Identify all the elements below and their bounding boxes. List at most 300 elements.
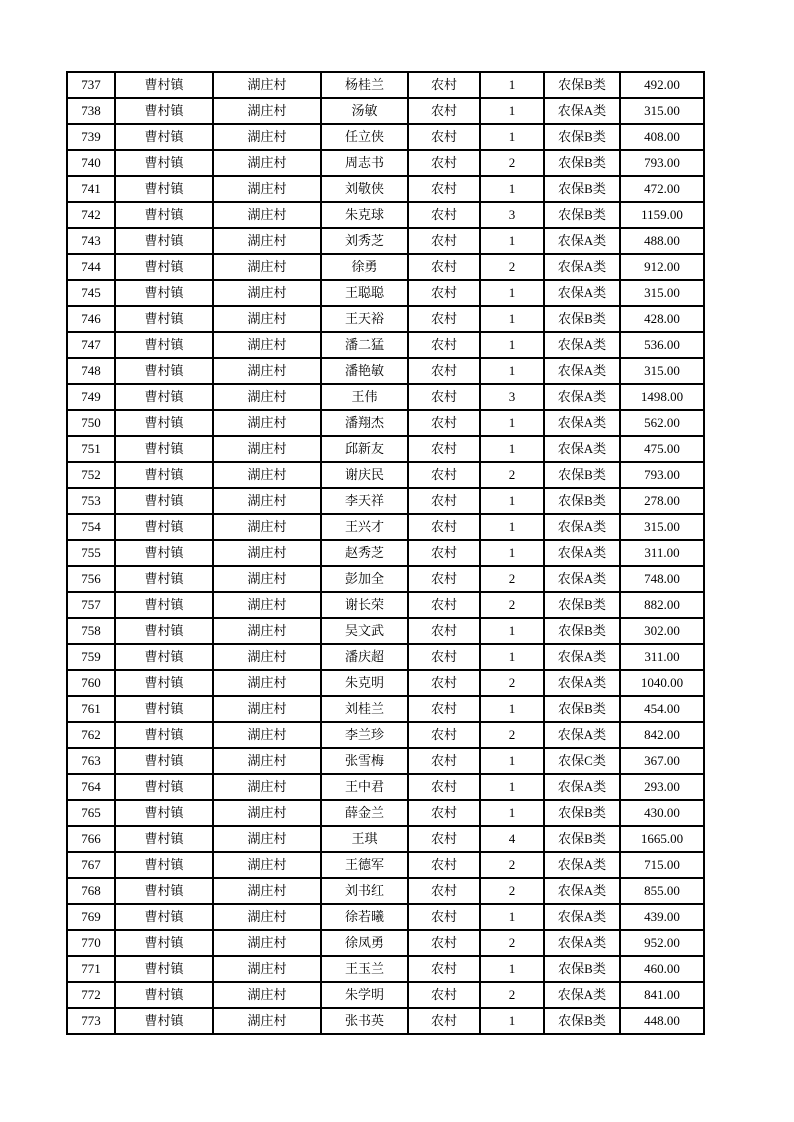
cell-town: 曹村镇 bbox=[115, 566, 213, 592]
cell-person-name: 邱新友 bbox=[321, 436, 408, 462]
table-row bbox=[67, 800, 704, 826]
cell-insurance-class: 农保B类 bbox=[544, 696, 620, 722]
cell-residence-type: 农村 bbox=[408, 384, 480, 410]
cell-insurance-class: 农保A类 bbox=[544, 410, 620, 436]
cell-row-number: 738 bbox=[67, 98, 115, 124]
cell-row-number: 751 bbox=[67, 436, 115, 462]
insurance-payment-table bbox=[66, 71, 705, 1035]
cell-person-count: 1 bbox=[480, 410, 544, 436]
cell-village: 湖庄村 bbox=[213, 280, 321, 306]
cell-row-number: 742 bbox=[67, 202, 115, 228]
cell-person-name: 潘艳敏 bbox=[321, 358, 408, 384]
cell-town: 曹村镇 bbox=[115, 462, 213, 488]
cell-person-name: 谢长荣 bbox=[321, 592, 408, 618]
cell-residence-type: 农村 bbox=[408, 462, 480, 488]
cell-person-count: 3 bbox=[480, 202, 544, 228]
cell-town: 曹村镇 bbox=[115, 436, 213, 462]
cell-town: 曹村镇 bbox=[115, 982, 213, 1008]
table-row bbox=[67, 384, 704, 410]
cell-person-name: 王中君 bbox=[321, 774, 408, 800]
table-row bbox=[67, 540, 704, 566]
cell-residence-type: 农村 bbox=[408, 956, 480, 982]
cell-person-count: 2 bbox=[480, 982, 544, 1008]
cell-residence-type: 农村 bbox=[408, 332, 480, 358]
table-row bbox=[67, 124, 704, 150]
cell-row-number: 763 bbox=[67, 748, 115, 774]
cell-village: 湖庄村 bbox=[213, 566, 321, 592]
cell-insurance-class: 农保B类 bbox=[544, 176, 620, 202]
cell-person-count: 2 bbox=[480, 566, 544, 592]
cell-residence-type: 农村 bbox=[408, 826, 480, 852]
cell-row-number: 767 bbox=[67, 852, 115, 878]
cell-row-number: 765 bbox=[67, 800, 115, 826]
table-row bbox=[67, 202, 704, 228]
cell-residence-type: 农村 bbox=[408, 696, 480, 722]
cell-village: 湖庄村 bbox=[213, 592, 321, 618]
cell-amount: 315.00 bbox=[620, 514, 704, 540]
cell-village: 湖庄村 bbox=[213, 982, 321, 1008]
cell-insurance-class: 农保B类 bbox=[544, 800, 620, 826]
table-row bbox=[67, 826, 704, 852]
cell-residence-type: 农村 bbox=[408, 358, 480, 384]
cell-village: 湖庄村 bbox=[213, 228, 321, 254]
cell-insurance-class: 农保A类 bbox=[544, 670, 620, 696]
cell-insurance-class: 农保B类 bbox=[544, 150, 620, 176]
cell-town: 曹村镇 bbox=[115, 930, 213, 956]
table-row bbox=[67, 566, 704, 592]
cell-person-name: 吴文武 bbox=[321, 618, 408, 644]
cell-village: 湖庄村 bbox=[213, 956, 321, 982]
cell-residence-type: 农村 bbox=[408, 228, 480, 254]
cell-row-number: 737 bbox=[67, 72, 115, 98]
cell-residence-type: 农村 bbox=[408, 436, 480, 462]
cell-person-count: 1 bbox=[480, 488, 544, 514]
table-body bbox=[67, 72, 704, 1034]
cell-residence-type: 农村 bbox=[408, 800, 480, 826]
cell-village: 湖庄村 bbox=[213, 514, 321, 540]
table-row bbox=[67, 150, 704, 176]
cell-town: 曹村镇 bbox=[115, 410, 213, 436]
cell-row-number: 745 bbox=[67, 280, 115, 306]
cell-village: 湖庄村 bbox=[213, 670, 321, 696]
cell-town: 曹村镇 bbox=[115, 644, 213, 670]
cell-village: 湖庄村 bbox=[213, 72, 321, 98]
cell-row-number: 740 bbox=[67, 150, 115, 176]
cell-town: 曹村镇 bbox=[115, 540, 213, 566]
cell-insurance-class: 农保A类 bbox=[544, 722, 620, 748]
cell-person-name: 王玉兰 bbox=[321, 956, 408, 982]
cell-person-count: 4 bbox=[480, 826, 544, 852]
cell-row-number: 769 bbox=[67, 904, 115, 930]
cell-amount: 430.00 bbox=[620, 800, 704, 826]
cell-town: 曹村镇 bbox=[115, 774, 213, 800]
table-row bbox=[67, 878, 704, 904]
cell-row-number: 758 bbox=[67, 618, 115, 644]
cell-row-number: 749 bbox=[67, 384, 115, 410]
cell-town: 曹村镇 bbox=[115, 124, 213, 150]
cell-town: 曹村镇 bbox=[115, 150, 213, 176]
cell-amount: 793.00 bbox=[620, 150, 704, 176]
cell-residence-type: 农村 bbox=[408, 410, 480, 436]
cell-person-name: 王伟 bbox=[321, 384, 408, 410]
cell-village: 湖庄村 bbox=[213, 800, 321, 826]
cell-row-number: 759 bbox=[67, 644, 115, 670]
cell-person-count: 1 bbox=[480, 228, 544, 254]
cell-person-name: 汤敏 bbox=[321, 98, 408, 124]
cell-person-count: 2 bbox=[480, 930, 544, 956]
cell-person-name: 刘秀芝 bbox=[321, 228, 408, 254]
cell-amount: 562.00 bbox=[620, 410, 704, 436]
cell-amount: 1040.00 bbox=[620, 670, 704, 696]
cell-village: 湖庄村 bbox=[213, 306, 321, 332]
cell-village: 湖庄村 bbox=[213, 696, 321, 722]
cell-insurance-class: 农保A类 bbox=[544, 644, 620, 670]
cell-town: 曹村镇 bbox=[115, 254, 213, 280]
cell-person-count: 2 bbox=[480, 670, 544, 696]
cell-row-number: 750 bbox=[67, 410, 115, 436]
cell-insurance-class: 农保A类 bbox=[544, 436, 620, 462]
table-row bbox=[67, 358, 704, 384]
cell-row-number: 772 bbox=[67, 982, 115, 1008]
cell-amount: 882.00 bbox=[620, 592, 704, 618]
cell-row-number: 752 bbox=[67, 462, 115, 488]
cell-amount: 315.00 bbox=[620, 358, 704, 384]
cell-person-count: 1 bbox=[480, 514, 544, 540]
cell-town: 曹村镇 bbox=[115, 228, 213, 254]
table-row bbox=[67, 176, 704, 202]
cell-town: 曹村镇 bbox=[115, 800, 213, 826]
cell-insurance-class: 农保B类 bbox=[544, 956, 620, 982]
cell-insurance-class: 农保B类 bbox=[544, 72, 620, 98]
cell-residence-type: 农村 bbox=[408, 176, 480, 202]
cell-amount: 912.00 bbox=[620, 254, 704, 280]
cell-person-count: 1 bbox=[480, 644, 544, 670]
table-row bbox=[67, 332, 704, 358]
table-row bbox=[67, 930, 704, 956]
table-row bbox=[67, 462, 704, 488]
table-row bbox=[67, 254, 704, 280]
cell-village: 湖庄村 bbox=[213, 488, 321, 514]
cell-insurance-class: 农保C类 bbox=[544, 748, 620, 774]
cell-residence-type: 农村 bbox=[408, 540, 480, 566]
cell-residence-type: 农村 bbox=[408, 592, 480, 618]
cell-residence-type: 农村 bbox=[408, 982, 480, 1008]
cell-person-name: 杨桂兰 bbox=[321, 72, 408, 98]
cell-residence-type: 农村 bbox=[408, 98, 480, 124]
cell-row-number: 757 bbox=[67, 592, 115, 618]
cell-row-number: 773 bbox=[67, 1008, 115, 1034]
cell-amount: 302.00 bbox=[620, 618, 704, 644]
cell-person-count: 1 bbox=[480, 98, 544, 124]
table-row bbox=[67, 774, 704, 800]
cell-residence-type: 农村 bbox=[408, 878, 480, 904]
cell-town: 曹村镇 bbox=[115, 904, 213, 930]
cell-person-name: 刘书红 bbox=[321, 878, 408, 904]
cell-row-number: 762 bbox=[67, 722, 115, 748]
cell-town: 曹村镇 bbox=[115, 852, 213, 878]
cell-town: 曹村镇 bbox=[115, 956, 213, 982]
cell-person-count: 2 bbox=[480, 878, 544, 904]
cell-insurance-class: 农保A类 bbox=[544, 98, 620, 124]
table-row bbox=[67, 956, 704, 982]
cell-person-name: 赵秀芝 bbox=[321, 540, 408, 566]
cell-person-count: 1 bbox=[480, 904, 544, 930]
cell-village: 湖庄村 bbox=[213, 904, 321, 930]
cell-insurance-class: 农保B类 bbox=[544, 826, 620, 852]
cell-row-number: 753 bbox=[67, 488, 115, 514]
table-row bbox=[67, 436, 704, 462]
cell-amount: 536.00 bbox=[620, 332, 704, 358]
cell-person-count: 1 bbox=[480, 306, 544, 332]
cell-residence-type: 农村 bbox=[408, 566, 480, 592]
cell-residence-type: 农村 bbox=[408, 930, 480, 956]
cell-residence-type: 农村 bbox=[408, 644, 480, 670]
cell-town: 曹村镇 bbox=[115, 72, 213, 98]
cell-person-name: 潘翔杰 bbox=[321, 410, 408, 436]
cell-village: 湖庄村 bbox=[213, 124, 321, 150]
cell-village: 湖庄村 bbox=[213, 540, 321, 566]
cell-amount: 311.00 bbox=[620, 540, 704, 566]
cell-row-number: 739 bbox=[67, 124, 115, 150]
cell-village: 湖庄村 bbox=[213, 384, 321, 410]
cell-insurance-class: 农保B类 bbox=[544, 306, 620, 332]
table-row bbox=[67, 1008, 704, 1034]
cell-residence-type: 农村 bbox=[408, 202, 480, 228]
cell-person-name: 朱学明 bbox=[321, 982, 408, 1008]
cell-row-number: 754 bbox=[67, 514, 115, 540]
cell-row-number: 747 bbox=[67, 332, 115, 358]
cell-town: 曹村镇 bbox=[115, 176, 213, 202]
cell-amount: 293.00 bbox=[620, 774, 704, 800]
cell-person-name: 谢庆民 bbox=[321, 462, 408, 488]
cell-row-number: 746 bbox=[67, 306, 115, 332]
cell-amount: 841.00 bbox=[620, 982, 704, 1008]
cell-person-count: 2 bbox=[480, 592, 544, 618]
table-row bbox=[67, 722, 704, 748]
cell-town: 曹村镇 bbox=[115, 878, 213, 904]
cell-person-name: 彭加全 bbox=[321, 566, 408, 592]
cell-town: 曹村镇 bbox=[115, 670, 213, 696]
cell-row-number: 756 bbox=[67, 566, 115, 592]
cell-row-number: 764 bbox=[67, 774, 115, 800]
cell-town: 曹村镇 bbox=[115, 358, 213, 384]
cell-insurance-class: 农保A类 bbox=[544, 384, 620, 410]
cell-insurance-class: 农保B类 bbox=[544, 462, 620, 488]
cell-village: 湖庄村 bbox=[213, 852, 321, 878]
cell-amount: 315.00 bbox=[620, 98, 704, 124]
cell-village: 湖庄村 bbox=[213, 1008, 321, 1034]
cell-person-name: 王琪 bbox=[321, 826, 408, 852]
table-row bbox=[67, 670, 704, 696]
cell-residence-type: 农村 bbox=[408, 306, 480, 332]
table-row bbox=[67, 618, 704, 644]
cell-person-name: 王德军 bbox=[321, 852, 408, 878]
cell-insurance-class: 农保A类 bbox=[544, 566, 620, 592]
cell-person-count: 1 bbox=[480, 748, 544, 774]
cell-amount: 278.00 bbox=[620, 488, 704, 514]
cell-person-name: 王天裕 bbox=[321, 306, 408, 332]
table-row bbox=[67, 852, 704, 878]
cell-person-count: 1 bbox=[480, 540, 544, 566]
cell-person-count: 3 bbox=[480, 384, 544, 410]
cell-insurance-class: 农保B类 bbox=[544, 202, 620, 228]
cell-insurance-class: 农保B类 bbox=[544, 1008, 620, 1034]
cell-row-number: 770 bbox=[67, 930, 115, 956]
cell-residence-type: 农村 bbox=[408, 904, 480, 930]
cell-amount: 855.00 bbox=[620, 878, 704, 904]
cell-insurance-class: 农保B类 bbox=[544, 592, 620, 618]
cell-insurance-class: 农保A类 bbox=[544, 540, 620, 566]
cell-town: 曹村镇 bbox=[115, 722, 213, 748]
cell-town: 曹村镇 bbox=[115, 618, 213, 644]
cell-residence-type: 农村 bbox=[408, 670, 480, 696]
cell-amount: 1665.00 bbox=[620, 826, 704, 852]
cell-residence-type: 农村 bbox=[408, 748, 480, 774]
cell-insurance-class: 农保A类 bbox=[544, 982, 620, 1008]
table-row bbox=[67, 410, 704, 436]
cell-insurance-class: 农保A类 bbox=[544, 280, 620, 306]
cell-row-number: 743 bbox=[67, 228, 115, 254]
cell-residence-type: 农村 bbox=[408, 488, 480, 514]
cell-amount: 439.00 bbox=[620, 904, 704, 930]
table-row bbox=[67, 488, 704, 514]
cell-person-name: 徐若曦 bbox=[321, 904, 408, 930]
cell-residence-type: 农村 bbox=[408, 254, 480, 280]
table-row bbox=[67, 228, 704, 254]
cell-amount: 472.00 bbox=[620, 176, 704, 202]
cell-row-number: 755 bbox=[67, 540, 115, 566]
cell-amount: 460.00 bbox=[620, 956, 704, 982]
cell-amount: 952.00 bbox=[620, 930, 704, 956]
cell-person-name: 徐凤勇 bbox=[321, 930, 408, 956]
cell-insurance-class: 农保A类 bbox=[544, 228, 620, 254]
cell-residence-type: 农村 bbox=[408, 774, 480, 800]
cell-residence-type: 农村 bbox=[408, 150, 480, 176]
cell-person-name: 朱克球 bbox=[321, 202, 408, 228]
table-row bbox=[67, 748, 704, 774]
cell-village: 湖庄村 bbox=[213, 644, 321, 670]
cell-amount: 1498.00 bbox=[620, 384, 704, 410]
cell-insurance-class: 农保A类 bbox=[544, 878, 620, 904]
cell-residence-type: 农村 bbox=[408, 618, 480, 644]
cell-person-name: 王兴才 bbox=[321, 514, 408, 540]
cell-amount: 748.00 bbox=[620, 566, 704, 592]
cell-person-count: 1 bbox=[480, 618, 544, 644]
cell-person-name: 刘敬侠 bbox=[321, 176, 408, 202]
cell-village: 湖庄村 bbox=[213, 176, 321, 202]
cell-amount: 492.00 bbox=[620, 72, 704, 98]
cell-row-number: 766 bbox=[67, 826, 115, 852]
table-row bbox=[67, 982, 704, 1008]
cell-row-number: 748 bbox=[67, 358, 115, 384]
cell-person-count: 1 bbox=[480, 280, 544, 306]
cell-village: 湖庄村 bbox=[213, 930, 321, 956]
cell-amount: 842.00 bbox=[620, 722, 704, 748]
cell-residence-type: 农村 bbox=[408, 280, 480, 306]
cell-person-count: 2 bbox=[480, 150, 544, 176]
cell-residence-type: 农村 bbox=[408, 72, 480, 98]
cell-town: 曹村镇 bbox=[115, 202, 213, 228]
cell-insurance-class: 农保A类 bbox=[544, 852, 620, 878]
cell-residence-type: 农村 bbox=[408, 514, 480, 540]
cell-amount: 408.00 bbox=[620, 124, 704, 150]
cell-person-name: 薛金兰 bbox=[321, 800, 408, 826]
cell-village: 湖庄村 bbox=[213, 878, 321, 904]
cell-insurance-class: 农保A类 bbox=[544, 254, 620, 280]
cell-row-number: 741 bbox=[67, 176, 115, 202]
cell-person-count: 1 bbox=[480, 774, 544, 800]
cell-amount: 448.00 bbox=[620, 1008, 704, 1034]
table-row bbox=[67, 280, 704, 306]
cell-person-name: 潘庆超 bbox=[321, 644, 408, 670]
cell-person-name: 周志书 bbox=[321, 150, 408, 176]
cell-residence-type: 农村 bbox=[408, 1008, 480, 1034]
cell-person-count: 1 bbox=[480, 436, 544, 462]
cell-person-count: 1 bbox=[480, 332, 544, 358]
cell-town: 曹村镇 bbox=[115, 280, 213, 306]
cell-row-number: 768 bbox=[67, 878, 115, 904]
cell-amount: 315.00 bbox=[620, 280, 704, 306]
cell-insurance-class: 农保A类 bbox=[544, 904, 620, 930]
cell-insurance-class: 农保B类 bbox=[544, 618, 620, 644]
cell-insurance-class: 农保A类 bbox=[544, 930, 620, 956]
cell-amount: 793.00 bbox=[620, 462, 704, 488]
cell-person-name: 李天祥 bbox=[321, 488, 408, 514]
cell-amount: 715.00 bbox=[620, 852, 704, 878]
cell-row-number: 760 bbox=[67, 670, 115, 696]
table-row bbox=[67, 644, 704, 670]
table-row bbox=[67, 98, 704, 124]
cell-town: 曹村镇 bbox=[115, 696, 213, 722]
cell-insurance-class: 农保B类 bbox=[544, 124, 620, 150]
cell-town: 曹村镇 bbox=[115, 488, 213, 514]
table-row bbox=[67, 514, 704, 540]
cell-residence-type: 农村 bbox=[408, 852, 480, 878]
cell-amount: 454.00 bbox=[620, 696, 704, 722]
cell-row-number: 744 bbox=[67, 254, 115, 280]
cell-village: 湖庄村 bbox=[213, 722, 321, 748]
cell-person-name: 潘二猛 bbox=[321, 332, 408, 358]
table-row bbox=[67, 696, 704, 722]
cell-person-count: 2 bbox=[480, 254, 544, 280]
cell-person-name: 朱克明 bbox=[321, 670, 408, 696]
cell-person-count: 1 bbox=[480, 696, 544, 722]
cell-town: 曹村镇 bbox=[115, 826, 213, 852]
cell-person-count: 1 bbox=[480, 176, 544, 202]
cell-village: 湖庄村 bbox=[213, 826, 321, 852]
cell-person-count: 2 bbox=[480, 722, 544, 748]
cell-village: 湖庄村 bbox=[213, 462, 321, 488]
cell-town: 曹村镇 bbox=[115, 98, 213, 124]
cell-residence-type: 农村 bbox=[408, 722, 480, 748]
cell-person-name: 刘桂兰 bbox=[321, 696, 408, 722]
cell-person-count: 1 bbox=[480, 358, 544, 384]
cell-person-name: 张雪梅 bbox=[321, 748, 408, 774]
cell-town: 曹村镇 bbox=[115, 748, 213, 774]
cell-village: 湖庄村 bbox=[213, 436, 321, 462]
cell-row-number: 771 bbox=[67, 956, 115, 982]
cell-village: 湖庄村 bbox=[213, 98, 321, 124]
cell-insurance-class: 农保A类 bbox=[544, 358, 620, 384]
cell-person-count: 2 bbox=[480, 462, 544, 488]
cell-amount: 311.00 bbox=[620, 644, 704, 670]
cell-village: 湖庄村 bbox=[213, 358, 321, 384]
cell-town: 曹村镇 bbox=[115, 592, 213, 618]
cell-village: 湖庄村 bbox=[213, 774, 321, 800]
cell-person-count: 1 bbox=[480, 72, 544, 98]
cell-person-name: 任立侠 bbox=[321, 124, 408, 150]
cell-amount: 428.00 bbox=[620, 306, 704, 332]
